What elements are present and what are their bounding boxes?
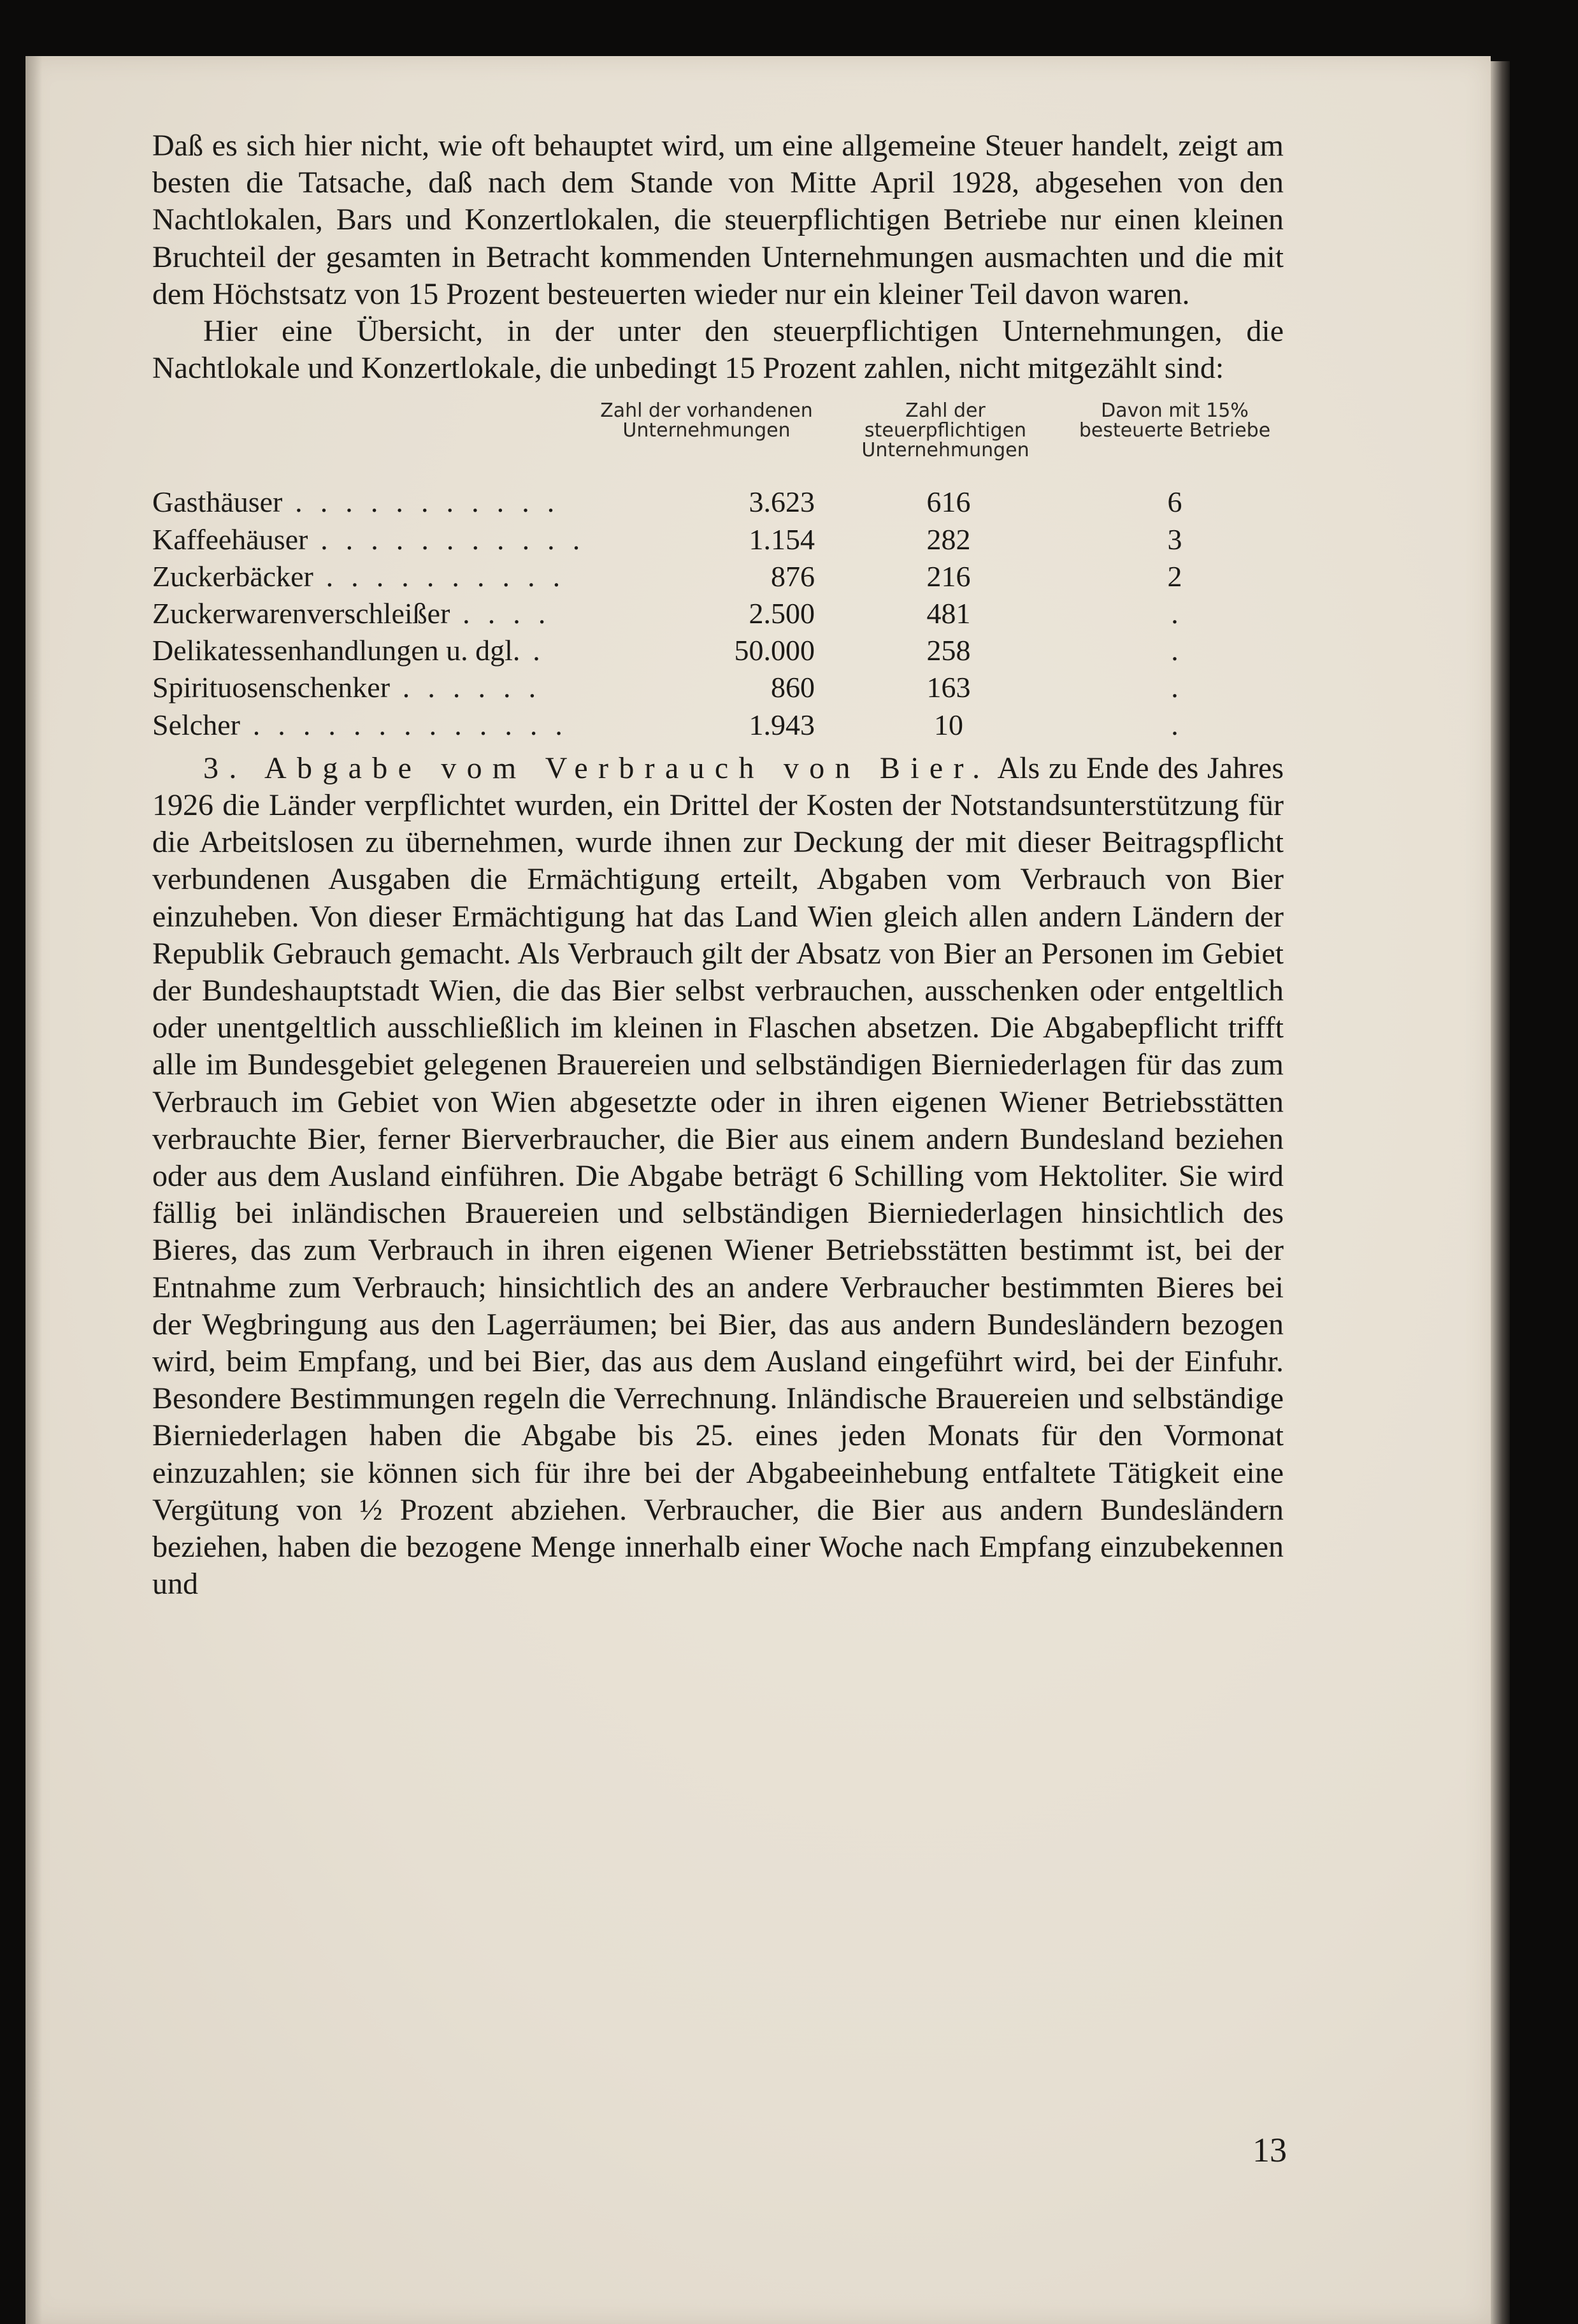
row-leader-dots: . . . . <box>450 596 551 630</box>
cell-taxable: 163 <box>926 671 971 704</box>
cell-top-rate: . <box>1171 671 1179 704</box>
column-header-taxable: Zahl der steuerpflichtigen Unternehmungen <box>861 400 1029 462</box>
table-row <box>152 558 1284 595</box>
table-header <box>152 401 1284 484</box>
page-edge <box>1491 61 1510 2324</box>
cell-total: 1.154 <box>749 523 815 556</box>
table-body <box>152 484 1284 743</box>
column-header-top-rate: Davon mit 15% besteuerte Betriebe <box>1079 400 1271 442</box>
cell-total: 876 <box>771 559 815 593</box>
cell-taxable: 10 <box>934 708 963 741</box>
page-gutter-shadow <box>25 56 42 2324</box>
row-label: Gasthäuser <box>152 486 283 519</box>
row-label: Kaffeehäuser <box>152 523 308 556</box>
table-row <box>152 595 1284 632</box>
page-number: 13 <box>1252 2131 1287 2169</box>
cell-taxable: 216 <box>926 559 971 593</box>
cell-total: 2.500 <box>749 596 815 630</box>
row-leader-dots: . <box>520 634 545 667</box>
row-label: Zuckerbäcker <box>152 559 313 593</box>
row-leader-dots: . . . . . . . . . . . <box>282 486 560 519</box>
table-row <box>152 669 1284 706</box>
row-leader-dots: . . . . . . . . . . <box>313 559 566 593</box>
page-content <box>152 127 1284 1603</box>
row-label: Zuckerwarenverschleißer <box>152 596 450 630</box>
cell-top-rate: 6 <box>1167 486 1182 519</box>
table-row <box>152 632 1284 669</box>
cell-top-rate: . <box>1171 596 1179 630</box>
row-label: Delikatessenhandlungen u. dgl. <box>152 634 520 667</box>
column-header-total: Zahl der vorhandenen Unternehmungen <box>600 400 813 442</box>
row-label: Selcher <box>152 708 240 741</box>
paragraph-3-body: Als zu Ende des Jahres 1926 die Länder verpflichtet wurden, ein Drittel der Kosten der Notstandsunterstützung für die Arbeitslosen zu übernehmen, wurde ihnen zur Deckung der mit dieser Beitragspflicht verbundenen Ausgaben die Ermächtigung erteilt, Abgaben vom Verbrauch von Bier einzuheben. Von dieser Ermächtigung hat das Land Wien gleich allen andern Ländern der Republik Gebrauch gemacht. Als Verbrauch gilt der Absatz von Bier an Personen im Gebiet der Bundeshauptstadt Wien, die das Bier selbst verbrauchen, ausschenken oder entgeltlich oder unentgeltlich ausschließlich im kleinen in Flaschen absetzen. Die Abgabepflicht trifft alle im Bundesgebiet gelegenen Brauereien und selbständigen Bierniederlagen für das zum Verbrauch im Gebiet von Wien abgesetzte oder in ihren eigenen Wiener Betriebsstätten verbrauchte Bier, ferner Bierverbraucher, die Bier aus einem andern Bundesland beziehen oder aus dem Ausland einführen. Die Abgabe beträgt 6 Schilling vom Hektoliter. Sie wird fällig bei inländischen Brauereien und selbständigen Bierniederlagen hinsichtlich des Bieres, das zum Verbrauch in ihren eigenen Wiener Betriebsstätten bestimmt ist, bei der Entnahme zum Verbrauch; hinsichtlich des an andere Verbraucher bestimmten Bieres bei der Wegbringung aus den Lagerräumen; bei Bier, das aus andern Bundesländern bezogen wird, beim Empfang, und bei Bier, das aus dem Ausland eingeführt wird, bei der Einfuhr. Besondere Bestimmungen regeln die Verrechnung. Inländische Brauereien und selbständige Bierniederlagen haben die Abgabe bis 25. eines jeden Monats für den Vormonat einzuzahlen; sie können sich für ihre bei der Abgabeeinhebung entfaltete Tätigkeit eine Vergütung von ½ Prozent abziehen. Verbraucher, die Bier aus andern Bundesländern beziehen, haben die bezogene Menge innerhalb einer Woche nach Empfang einzubekennen und <box>152 751 1284 1601</box>
cell-top-rate: 3 <box>1167 523 1182 556</box>
row-leader-dots: . . . . . . . . . . . . . <box>240 708 568 741</box>
paragraph-1: Daß es sich hier nicht, wie oft behauptet wird, um eine allgemeine Steuer handelt, zeigt am besten die Tatsache, daß nach dem Stande von Mitte April 1928, abgesehen von den Nachtlokalen, Bars und Konzertlokalen, die steuerpflichtigen Betriebe nur einen kleinen Bruchteil der gesamten in Betracht kommenden Unternehmungen ausmachten und die mit dem Höchstsatz von 15 Prozent besteuerten wieder nur ein kleiner Teil davon waren. <box>152 129 1284 311</box>
cell-total: 50.000 <box>734 634 815 667</box>
cell-total: 1.943 <box>749 708 815 741</box>
paragraph-2: Hier eine Übersicht, in der unter den steuerpflichtigen Unternehmungen, die Nachtlokale und Konzertlokale, die unbedingt 15 Prozent zahlen, nicht mitgezählt sind: <box>152 314 1284 386</box>
row-label: Spirituosenschenker <box>152 671 391 704</box>
cell-top-rate: 2 <box>1167 559 1182 593</box>
cell-taxable: 616 <box>926 486 971 519</box>
cell-total: 3.623 <box>749 486 815 519</box>
row-leader-dots: . . . . . . <box>390 671 542 704</box>
paragraph-3 <box>152 750 1284 1603</box>
cell-total: 860 <box>771 671 815 704</box>
cell-top-rate: . <box>1171 634 1179 667</box>
cell-taxable: 282 <box>926 523 971 556</box>
table-row <box>152 707 1284 744</box>
cell-top-rate: . <box>1171 708 1179 741</box>
cell-taxable: 258 <box>926 634 971 667</box>
section-heading: 3. Abgabe vom Verbrauch von Bier. <box>203 751 991 785</box>
table-row <box>152 484 1284 521</box>
table-row <box>152 521 1284 558</box>
row-leader-dots: . . . . . . . . . . . <box>308 523 585 556</box>
cell-taxable: 481 <box>926 596 971 630</box>
